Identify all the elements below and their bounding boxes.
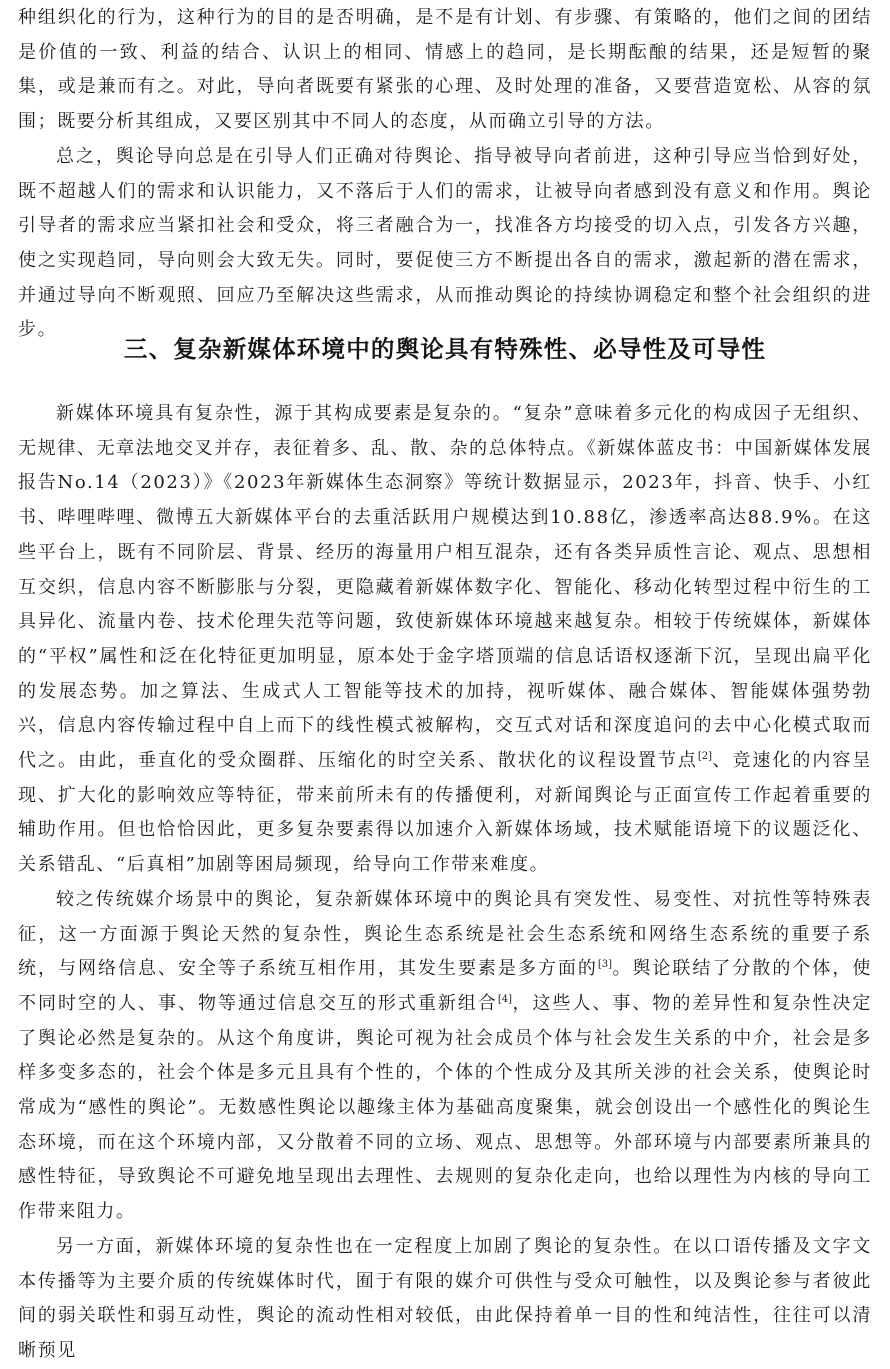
paragraph-1-text-b: 、竞速化的内容呈现、扩大化的影响效应等特征，带来前所未有的传播便利，对新闻舆论与正面宣传工作起着重要的辅助作用。但也恰恰因此，更多复杂要素得以加速介入新媒体场域，技术赋能语境下的议题泛化、关系错乱、“后真相”加剧等困局频现，给导向工作带来难度。	[18, 750, 872, 876]
section-paragraph-2	[18, 883, 872, 1230]
citation-ref-2: [2]	[697, 751, 713, 763]
citation-ref-3: [3]	[597, 959, 613, 971]
paragraph-2-text-a: 较之传统媒介场景中的舆论，复杂新媒体环境中的舆论具有突发性、易变性、对抗性等特殊表征，这一方面源于舆论天然的复杂性，舆论生态系统是社会生态系统和网络生态系统的重要子系统，与网络信息、安全等子系统互相作用，其发生要素是多方面的	[18, 888, 872, 980]
section-paragraph-1	[18, 397, 872, 883]
text-block-section	[18, 397, 872, 1369]
section-paragraph-3: 另一方面，新媒体环境的复杂性也在一定程度上加剧了舆论的复杂性。在以口语传播及文字文本传播等为主要介质的传统媒体时代，囿于有限的媒介可供性与受众可触性，以及舆论参与者彼此间的弱关联性和弱互动性，舆论的流动性相对较低，由此保持着单一目的性和纯洁性，往往可以清晰预见	[18, 1235, 872, 1361]
section-heading: 三、复杂新媒体环境中的舆论具有特殊性、必导性及可导性	[123, 335, 767, 363]
paragraph-2-text-b: 。舆论联结了分散的个体，使不同时空的人、事、物等通过信息交互的形式重新组合	[18, 958, 872, 1014]
paragraph-2-text-c: ，这些人、事、物的差异性和复杂性决定了舆论必然是复杂的。从这个角度讲，舆论可视为社会成员个体与社会发生关系的中介，社会是多样多变多态的，社会个体是多元且具有个性的，个体的个性成分及其所关涉的社会关系，使舆论时常成为“感性的舆论”。无数感性舆论以趣缘主体为基础高度聚集，就会创设出一个感性化的舆论生态环境，而在这个环境内部，又分散着不同的立场、观点、思想等。外部环境与内部要素所兼具的感性特征，导致舆论不可避免地呈现出去理性、去规则的复杂化走向，也给以理性为内核的导向工作带来阻力。	[18, 992, 872, 1223]
text-block-upper	[18, 1, 872, 348]
paragraph-1-text-a: 新媒体环境具有复杂性，源于其构成要素是复杂的。“复杂”意味着多元化的构成因子无组织、无规律、无章法地交叉并存，表征着多、乱、散、杂的总体特点。《新媒体蓝皮书：中国新媒体发展报告No.14（2023）》《2023年新媒体生态洞察》等统计数据显示，2023年，抖音、快手、小红书、哔哩哔哩、微博五大新媒体平台的去重活跃用户规模达到10.88亿，渗透率高达88.9%。在这些平台上，既有不同阶层、背景、经历的海量用户相互混杂，还有各类异质性言论、观点、思想相互交织，信息内容不断膨胀与分裂，更隐藏着新媒体数字化、智能化、移动化转型过程中衍生的工具异化、流量内卷、技术伦理失范等问题，致使新媒体环境越来越复杂。相较于传统媒体，新媒体的“平权”属性和泛在化特征更加明显，原本处于金字塔顶端的信息话语权逐渐下沉，呈现出扁平化的发展态势。加之算法、生成式人工智能等技术的加持，视听媒体、融合媒体、智能媒体强势勃兴，信息内容传输过程中自上而下的线性模式被解构，交互式对话和深度追问的去中心化模式取而代之。由此，垂直化的受众圈群、压缩化的时空关系、散状化的议程设置节点	[18, 403, 872, 772]
continuation-paragraph: 种组织化的行为，这种行为的目的是否明确，是不是有计划、有步骤、有策略的，他们之间的团结是价值的一致、利益的结合、认识上的相同、情感上的趋同，是长期酝酿的结果，还是短暂的聚集，或是兼而有之。对此，导向者既要有紧张的心理、及时处理的准备，又要营造宽松、从容的氛围；既要分析其组成，又要区别其中不同人的态度，从而确立引导的方法。	[18, 7, 872, 133]
summary-paragraph: 总之，舆论导向总是在引导人们正确对待舆论、指导被导向者前进，这种引导应当恰到好处，既不超越人们的需求和认识能力，又不落后于人们的需求，让被导向者感到没有意义和作用。舆论引导者的需求应当紧扣社会和受众，将三者融合为一，找准各方均接受的切入点，引发各方兴趣，使之实现趋同，导向则会大致无失。同时，要促使三方不断提出各自的需求，激起新的潜在需求，并通过导向不断观照、回应乃至解决这些需求，从而推动舆论的持续协调稳定和整个社会组织的进步。	[18, 145, 872, 341]
citation-ref-4: [4]	[497, 993, 513, 1005]
